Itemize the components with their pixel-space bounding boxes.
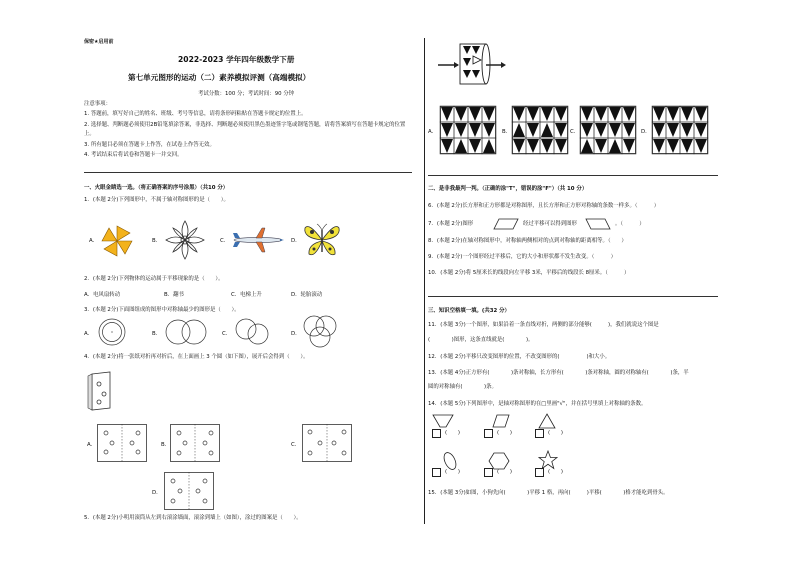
question-10: 10．(本题 2分)将 5厘米长的线段向左平移 3米，平移后的线段长 8厘米。（ ） <box>428 270 630 276</box>
question-13-line-1: 13．(本题 4分)正方形有( )条对称轴，长方形有( )条对称轴，圆的对称轴有( )条，半 <box>428 370 689 376</box>
q2-option-a: A．电风扇转动 <box>84 292 121 298</box>
trapezoid-icon <box>432 414 454 428</box>
q5-option-d-label: D． <box>641 129 651 135</box>
answer-paren: ( ) <box>497 430 512 436</box>
unfolded-paper-a-icon <box>97 424 147 462</box>
exam-year-title: 2022-2023 学年四年级数学下册 <box>178 55 295 64</box>
answer-checkbox[interactable] <box>484 429 493 438</box>
unfolded-paper-b-icon <box>170 424 220 462</box>
question-15: 15．(本题 3分)如图，小狗先向( )平移 1 格，再向( )平移( )格才能吃到骨头。 <box>428 490 669 496</box>
q1-option-b-label: B． <box>152 238 162 244</box>
unfolded-paper-d-icon <box>164 472 214 510</box>
hexagon-icon <box>488 452 510 470</box>
q5-option-c-label: C． <box>570 129 580 135</box>
ellipse-icon <box>441 451 459 471</box>
answer-paren: ( ) <box>548 469 563 475</box>
parallelogram-icon <box>492 414 510 428</box>
question-9: 9．(本题 2分)一个图形经过平移后，它的大小和形状都不发生改变。（ ） <box>428 254 616 260</box>
q3-option-a-label: A． <box>84 331 94 337</box>
pattern-b-icon <box>512 106 568 154</box>
q4-option-d-label: D． <box>152 490 162 496</box>
q4-option-c-label: C． <box>291 442 301 448</box>
q2-option-c: C．电梯上升 <box>231 292 262 298</box>
pattern-a-icon <box>440 106 496 154</box>
section3-heading: 三、知识空格填一填。(共32 分） <box>428 308 510 314</box>
parallelogram-right-icon <box>585 218 611 230</box>
exam-subinfo: 考试分数：100 分；考试时间：90 分钟 <box>198 91 295 97</box>
question-7-part-c: 。（ ） <box>615 221 645 227</box>
question-7-part-a: 7．(本题 2分)图形 <box>428 221 474 227</box>
q2-option-b: B．翻书 <box>164 292 184 298</box>
pinwheel-icon <box>100 224 134 258</box>
answer-checkbox[interactable] <box>535 429 544 438</box>
question-13-line-2: 圆的对称轴有( )条。 <box>428 384 497 390</box>
answer-checkbox[interactable] <box>432 429 441 438</box>
column-divider <box>424 38 425 524</box>
airplane-icon <box>232 228 284 252</box>
ornament-icon <box>164 219 206 261</box>
q2-option-d: D．轮胎滚动 <box>291 292 323 298</box>
note-line-3: 3. 所有题目必须在答题卡上作答，在试卷上作答无效。 <box>84 142 215 148</box>
three-circles-icon <box>303 315 337 349</box>
answer-paren: ( ) <box>445 430 460 436</box>
note-line-4: 4. 考试结束后将试卷和答题卡一并交回。 <box>84 152 183 158</box>
note-line-1: 1. 答题前，填写好自己的姓名、班级、考号等信息，请将条形码粘贴在答题卡规定的位置上。 <box>84 111 307 117</box>
question-14: 14．(本题 5分)下列图形中，是轴对称图形的在□里画"√"，并在括号里填上对称轴的条数。 <box>428 401 647 407</box>
section1-heading: 一、火眼金睛选一选。（将正确答案的序号涂黑）（共10 分） <box>84 185 229 191</box>
q5-option-a-label: A． <box>428 129 438 135</box>
answer-paren: ( ) <box>445 469 460 475</box>
question-6: 6．(本题 2分)长方形和正方形都是对称图形，且长方形和正方形对称轴的条数一样多。（ ） <box>428 203 660 209</box>
pattern-d-icon <box>652 106 708 154</box>
question-12: 12．(本题 2分)平移只改变图形的位置，不改变图形的( )和大小。 <box>428 354 611 360</box>
concentric-circles-icon <box>98 318 126 346</box>
notes-heading: 注意事项： <box>84 101 111 107</box>
question-3: 3．(本题 2分)下面图组成的图形中对称轴最少的图形是（ ）。 <box>84 307 240 313</box>
roller-icon <box>438 42 508 88</box>
question-11-line-1: 11．(本题 3分)一个图形，如果沿着一条直线对折，两侧的部分能够( )，我们就说这个图是 <box>428 322 659 328</box>
pattern-c-icon <box>580 106 636 154</box>
divider <box>428 175 718 176</box>
q3-option-d-label: D． <box>291 331 301 337</box>
parallelogram-left-icon <box>493 218 519 230</box>
answer-paren: ( ) <box>497 469 512 475</box>
triangle-icon <box>538 413 556 429</box>
divider <box>84 172 412 173</box>
exam-unit-title: 第七单元图形的运动（二）素养模拟评测（高端模拟） <box>128 73 311 82</box>
q1-option-a-label: A． <box>89 238 99 244</box>
q1-option-c-label: C． <box>220 238 230 244</box>
question-4: 4．(本题 2分)将一张纸对折再对折后，在上面画上 3 个圆（如下图），展开后会得到（ ）。 <box>84 354 309 360</box>
section2-heading: 二、是非我最判一判。（正确的涂"T"，错误的涂"F"）（共 10 分） <box>428 186 588 192</box>
two-circles-icon <box>164 318 208 346</box>
unfolded-paper-c-icon <box>302 424 352 462</box>
note-line-2: 2. 选择题、判断题必须使用2B铅笔填涂答案，非选择、判断题必须使用黑色墨迹签字笔或钢笔答题，请将答案填写在答题卡规定的位置上。 <box>84 122 406 137</box>
overlapping-circles-icon <box>234 317 268 347</box>
q4-option-a-label: A． <box>87 442 97 448</box>
star-icon <box>538 450 558 470</box>
question-8: 8．(本题 2分)在轴对称图形中，对称轴两侧相对的点到对称轴的距离相等。（ ） <box>428 238 627 244</box>
butterfly-icon <box>303 222 341 258</box>
q3-option-b-label: B． <box>152 331 162 337</box>
q4-option-b-label: B． <box>161 442 171 448</box>
question-1: 1．(本题 2分)下列图形中，不属于轴对称图形的是（ ）。 <box>84 197 229 203</box>
q3-option-c-label: C． <box>222 331 232 337</box>
answer-checkbox[interactable] <box>432 468 441 477</box>
question-5: 5．(本题 2分)小明用滚筒从左到右滚涂墙面，滚涂到墙上（如图），涂过的图案是（ ）。 <box>84 515 302 521</box>
q1-option-d-label: D． <box>291 238 301 244</box>
secret-label: 保密★启用前 <box>84 39 114 45</box>
question-2: 2．(本题 2分)下列物体的运动属于平移现象的是（ ）。 <box>84 276 224 282</box>
q5-option-b-label: B． <box>502 129 512 135</box>
answer-paren: ( ) <box>548 430 563 436</box>
folded-paper-icon <box>88 372 112 410</box>
question-7-part-b: 经过平移可以得到图形 <box>523 221 577 227</box>
question-11-line-2: ( )图形，这条直线就是( )。 <box>428 337 534 343</box>
divider <box>428 296 718 297</box>
